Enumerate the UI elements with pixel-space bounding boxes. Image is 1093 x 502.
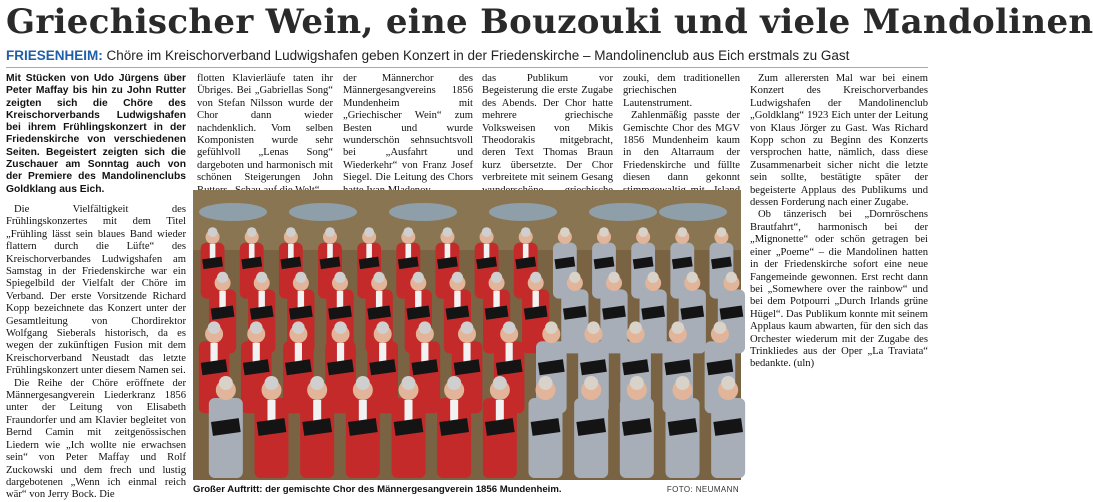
singer-hair	[310, 376, 324, 390]
singer-hair	[608, 272, 619, 283]
wall-upper	[193, 190, 741, 250]
wall-decoration	[589, 203, 657, 221]
singer-hair	[292, 321, 305, 334]
singer-hair	[250, 321, 263, 334]
singer-hair	[482, 227, 492, 237]
dateline-kicker: FRIESENHEIM:	[6, 48, 103, 63]
singer-hair	[217, 272, 228, 283]
singer-hair	[334, 321, 347, 334]
headline-rule	[6, 67, 928, 68]
singer-hair	[687, 272, 698, 283]
singer-body	[666, 398, 700, 478]
singer-hair	[419, 321, 432, 334]
body-paragraph: flotten Klavierläufe taten ihr Übriges. Bei „Gabriellas Song“ von Stefan Nilsson wurde der Chor dann wieder nachdenklich. Vom selben Komponisten wurde sehr gefühlvoll „Lenas Song“ dargeboten und harmonisch mit schönen Steigerungen John	[197, 73, 333, 184]
wall-decoration	[199, 203, 267, 221]
singer-hair	[413, 272, 424, 283]
body-paragraph: Die Vielfältigkeit des Frühlingskonzertes mit dem Titel „Frühling lässt sein blaues Band wieder flattern durch die Lüfte“ des Kreischorverbandes Ludwigshafen am Samstag in der Friedenskirche war ein Spiegelbild der Vielfalt der Chöre im Verband. Der erste Vorsitzende Richard Kopp bezeichnete das Konzert unter der Gesamtleitung von Chordirektor Wolfgang Sieberals historisch, da es wegen der zukünftigen Fusion mit dem Kreischorverband Neustadt das letzte Frühlingskonzert unter diesem Namen sei.	[6, 203, 186, 377]
singer-hair	[356, 376, 370, 390]
singer-hair	[676, 376, 690, 390]
singer-hair	[584, 376, 598, 390]
photo-caption	[193, 482, 741, 498]
wall-decoration	[489, 203, 557, 221]
article-column-6	[750, 73, 928, 497]
singer-hair	[545, 321, 558, 334]
singer-hair	[629, 321, 642, 334]
body-paragraph: Die Reihe der Chöre eröffnete der Männergesangverein Liederkranz 1856 unter der Leitung von Elisabeth Fraundorfer und am Klavier begleitet von Bernd Camin mit zeitgenössischen Liedern wie „Ich wollte nie erwachsen sein“ von Peter Maffay und Rolf Zuckowski und dem frech und lustig dargebotenen „Wenn ich einmal reich wär“ von Jerry Bock. Die	[6, 377, 186, 501]
singer-hair	[376, 321, 389, 334]
singer-hair	[461, 321, 474, 334]
singer-hair	[714, 321, 727, 334]
singer-hair	[587, 321, 600, 334]
wall-decoration	[659, 203, 727, 221]
singer-body	[711, 398, 745, 478]
singer-hair	[402, 376, 416, 390]
singer-hair	[219, 376, 233, 390]
singer-hair	[247, 227, 257, 237]
lead-paragraph: Mit Stücken von Udo Jürgens über Peter Maffay bis hin zu John Rutter zeigten sich die Chöre des Kreischorverbands Ludwigshafen bei ihrem Frühlingskonzert in der Friedenskirche von verschiedenen Seiten. Begeistert zeigten sich die Zuschauer am Sonntag auch von der Premiere des Mandolinenclubs Goldklang aus Eich.	[6, 73, 186, 195]
body-paragraph: Zahlenmäßig passte der Gemischte Chor des MGV 1856 Mundenheim kaum in den Altarraum der Friedenskirche und füllte diesen dann gekonnt	[623, 110, 740, 184]
singer-hair	[295, 272, 306, 283]
singer-body	[209, 398, 243, 478]
article-column-3	[343, 73, 473, 183]
caption-text: Großer Auftritt: der gemischte Chor des Männergesangverein 1856 Mundenheim.	[193, 484, 562, 495]
article-column-2	[197, 73, 333, 183]
singer-hair	[256, 272, 267, 283]
singer-hair	[208, 321, 221, 334]
singer-hair	[630, 376, 644, 390]
singer-hair	[648, 272, 659, 283]
subheadline-text: Chöre im Kreischorverband Ludwigshafen geben Konzert in der Friedenskirche – Mandolinenclub aus Eich erstmals zu Gast	[106, 48, 850, 63]
singer-hair	[265, 376, 279, 390]
article-column-4	[482, 73, 613, 183]
singer-hair	[208, 227, 218, 237]
wall-decoration	[389, 203, 457, 221]
singer-hair	[443, 227, 453, 237]
singer-hair	[521, 227, 531, 237]
singer-hair	[491, 272, 502, 283]
singer-hair	[503, 321, 516, 334]
body-paragraph: zouki, dem traditionellen griechischen Lautenstrument.	[623, 73, 740, 109]
singer-hair	[726, 272, 737, 283]
singer-body	[574, 398, 608, 478]
singer-hair	[671, 321, 684, 334]
choir-illustration	[193, 190, 741, 480]
singer-hair	[539, 376, 553, 390]
singer-hair	[721, 376, 735, 390]
singer-hair	[638, 227, 648, 237]
singer-hair	[717, 227, 727, 237]
singer-hair	[560, 227, 570, 237]
body-paragraph: Ob tänzerisch bei „Dornröschens Brautfahrt“, harmonisch bei der „Mignonette“ oder schön getragen bei einer „Poeme“ – die Mandolinen hatten in der Friedenskirche sofort eine neue Fangemeinde gewonnen. Erst recht dann bei „Somewhere over the rainbow“ und bei dem Potpourri „Durch Irlands grüne Hügel“. Das Publikum konnte mit seinem Applaus kaum abwarten, für den sich das Orchester wiederum mit der Zugabe des Trinkliedes aus der Oper „La Traviata“ bedankte. (uln)	[750, 209, 928, 370]
singer-hair	[677, 227, 687, 237]
singer-hair	[286, 227, 296, 237]
singer-hair	[374, 272, 385, 283]
article-column-5	[623, 73, 740, 183]
singer-body	[529, 398, 563, 478]
singer-hair	[530, 272, 541, 283]
subheadline	[6, 47, 928, 65]
singer-hair	[447, 376, 461, 390]
article-column-1	[6, 73, 186, 501]
singer-hair	[569, 272, 580, 283]
singer-body	[620, 398, 654, 478]
body-paragraph: das Publikum vor Begeisterung die erste Zugabe des Abends. Der Chor hatte mehrere griechische Volksweisen von Mikis Theodorakis mitgebracht, deren Text Thomas Braun kurz übersetzte. Der Chor verbreitete mit seinem Gesang	[482, 73, 613, 184]
singer-hair	[493, 376, 507, 390]
singer-hair	[452, 272, 463, 283]
wall-decoration	[289, 203, 357, 221]
choir-photo	[193, 190, 741, 480]
body-paragraph: Zum allerersten Mal war bei einem Konzert des Kreischorverbandes Ludwigshafen der Mandolinenclub „Goldklang“ 1923 Eich unter der Leitung von Klaus Jörger zu Gast. Was Richard Kopp schon zu Beginn des Konzerts versprochen hatte, nämlich, dass diese Zusammenarbeit sicher nicht die letzte sein sollte, bestätigte später der begeisterte Applaus des Publikums und dessen Forderung nach einer Zugabe.	[750, 73, 928, 209]
body-paragraph: der Männerchor des Männergesangvereins 1856 Mundenheim mit „Griechischer Wein“ zum Besten und wurde wunderschön sehnsuchtsvoll bei „Ausfahrt und Wiederkehr“ von Franz Josef Siegel. Die Leitung des Chors	[343, 73, 473, 184]
photo-credit: FOTO: NEUMANN	[666, 485, 739, 494]
headline: Griechischer Wein, eine Bouzouki und viele Mandolinen	[6, 2, 1093, 42]
singer-hair	[334, 272, 345, 283]
singer-hair	[403, 227, 413, 237]
singer-hair	[364, 227, 374, 237]
singer-hair	[325, 227, 335, 237]
singer-hair	[599, 227, 609, 237]
